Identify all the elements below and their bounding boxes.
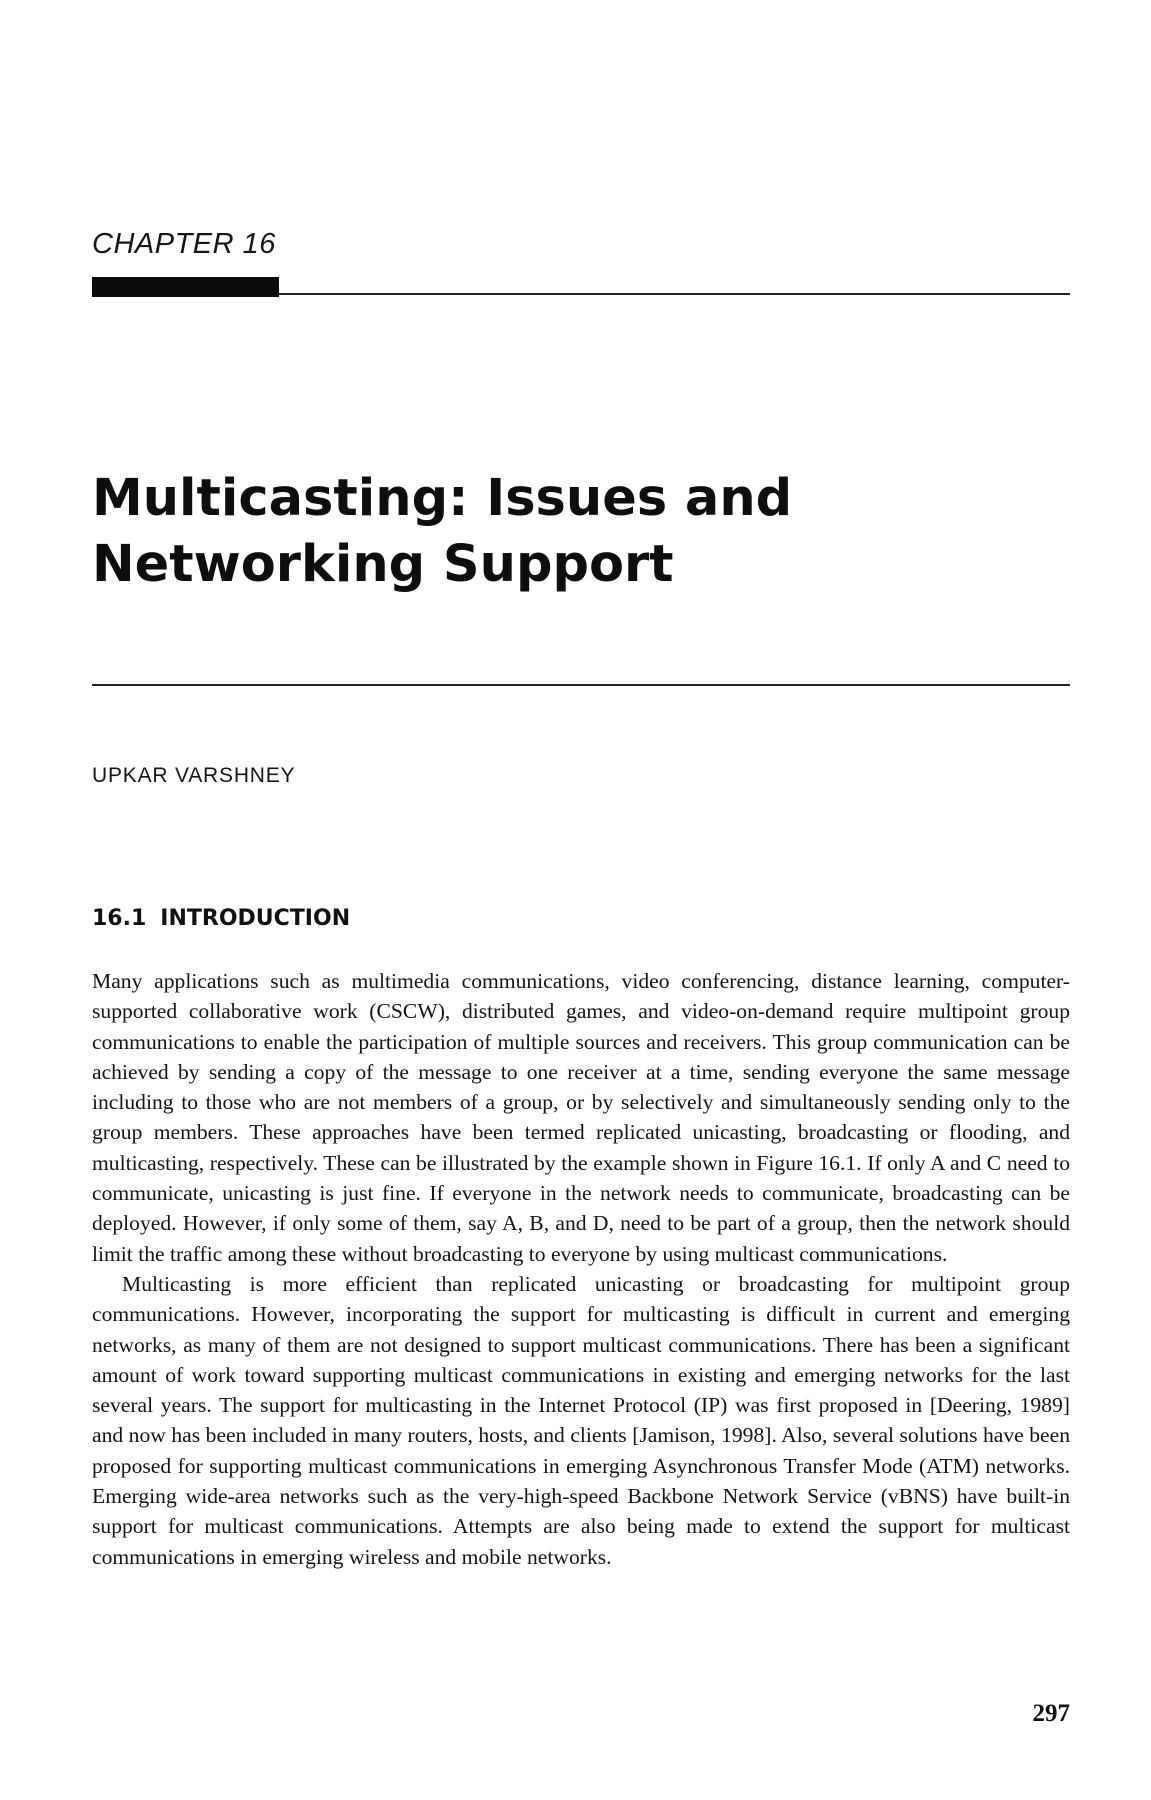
section-heading: [92, 906, 350, 931]
section-number: 16.1: [92, 906, 147, 931]
chapter-rule-thick: [92, 277, 279, 297]
chapter-title: [92, 466, 792, 598]
chapter-label: CHAPTER 16: [92, 228, 276, 260]
paragraph-2: Multicasting is more efficient than replicated unicasting or broadcasting for multipoint group communications. However, incorporating the support for multicasting is difficult in current and emerging networks, as many of them are not designed to support multicast communications. There has been a significant amount of work toward supporting multicast communications in existing and emerging networks for the last several years. The support for multicasting in the Internet Protocol (IP) was first proposed in [Deering, 1989] and now has been included in many routers, hosts, and clients [Jamison, 1998]. Also, several solutions have been proposed for supporting multicast communications in emerging Asynchronous Transfer Mode (ATM) networks. Emerging wide-area networks such as the very-high-speed Backbone Network Service (vBNS) have built-in support for multicast communications. Attempts are also being made to extend the support for multicast communications in emerging wireless and mobile networks.: [92, 1271, 1070, 1569]
title-divider: [92, 684, 1070, 686]
chapter-title-line-1: Multicasting: Issues and: [92, 469, 793, 528]
body-text: [92, 966, 1070, 1572]
section-title: INTRODUCTION: [160, 906, 351, 931]
paragraph-1: Many applications such as multimedia communications, video conferencing, distance learning, computer-supported collaborative work (CSCW), distributed games, and video-on-demand require multipoint group communications to enable the participation of multiple sources and receivers. This group communication can be achieved by sending a copy of the message to one receiver at a time, sending everyone the same message including to those who are not members of a group, or by selectively and simultaneously sending only to the group members. These approaches have been termed replicated unicasting, broadcasting or flooding, and multicasting, respectively. These can be illustrated by the example shown in Figure 16.1. If only A and C need to communicate, unicasting is just fine. If everyone in the network needs to communicate, broadcasting can be deployed. However, if only some of them, say A, B, and D, need to be part of a group, then the network should limit the traffic among these without broadcasting to everyone by using multicast communications.: [92, 969, 1070, 1266]
author-name: UPKAR VARSHNEY: [92, 764, 296, 787]
chapter-rule-thin: [279, 293, 1070, 295]
page-number: 297: [1032, 1700, 1070, 1727]
chapter-title-line-2: Networking Support: [92, 535, 674, 594]
